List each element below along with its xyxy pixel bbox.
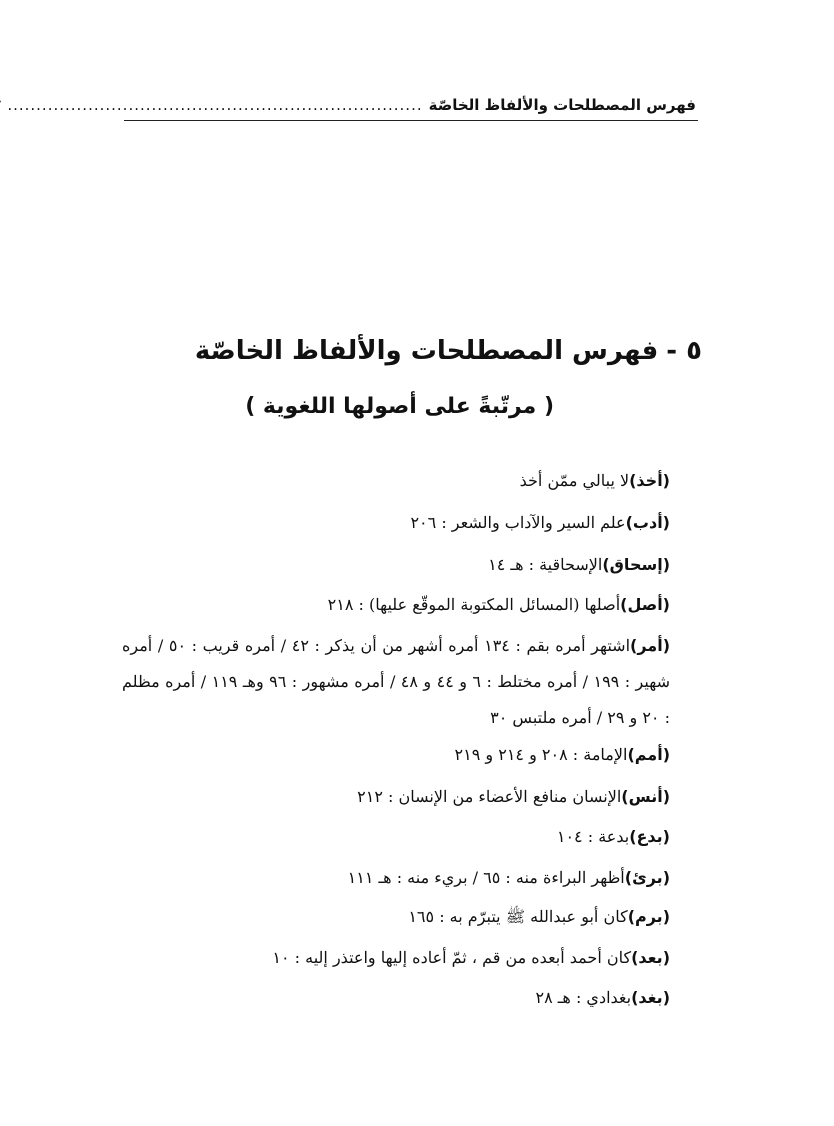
index-entry bbox=[160, 948, 670, 968]
index-entry bbox=[160, 745, 670, 765]
entry-key: (أنس) bbox=[621, 787, 670, 806]
entry-text: اشتهر أمره بقم : ١٣٤ أمره أشهر من أن يذكر : ٤٢ / أمره قريب : ٥٠ / أمره شهير : ١٩٩ / أمره مختلط : ٦ و ٤٤ و ٤٨ / أمره مشهور : ٩٦ وهـ ١١٩ / أمره مظلم : ٢٠ و ٢٩ / أمره ملتبس ٣٠ bbox=[122, 636, 670, 727]
index-entry bbox=[160, 827, 670, 847]
index-entry bbox=[160, 868, 670, 888]
entry-text: الإنسان منافع الأعضاء من الإنسان : ٢١٢ bbox=[357, 787, 622, 806]
index-entry bbox=[160, 555, 670, 575]
entry-key: (برم) bbox=[627, 907, 670, 926]
entry-text: الإسحاقية : هـ ١٤ bbox=[488, 555, 603, 574]
index-entry bbox=[122, 628, 670, 736]
entry-text: بدعة : ١٠٤ bbox=[556, 827, 630, 846]
entry-text: علم السير والآداب والشعر : ٢٠٦ bbox=[410, 513, 626, 532]
entry-key: (بعد) bbox=[631, 948, 670, 967]
index-entry bbox=[160, 471, 670, 491]
index-entry bbox=[160, 787, 670, 807]
entry-text: كان أبو عبدالله ﷺ يتبرّم به : ١٦٥ bbox=[408, 907, 628, 926]
entry-text: لا يبالي ممّن أخذ bbox=[519, 471, 630, 490]
entry-key: (بدع) bbox=[629, 827, 670, 846]
index-entry bbox=[160, 988, 670, 1008]
entry-key: (أمم) bbox=[627, 745, 670, 764]
entry-text: بغدادي : هـ ٢٨ bbox=[535, 988, 632, 1007]
header-title: فهرس المصطلحات والألفاظ الخاصّة bbox=[428, 96, 696, 114]
index-entry bbox=[160, 513, 670, 533]
entry-text: كان أحمد أبعده من قم ، ثمّ أعاده إليها واعتذر إليه : ١٠ bbox=[272, 948, 632, 967]
entry-key: (أمر) bbox=[630, 636, 670, 655]
section-title-text: فهرس المصطلحات والألفاظ الخاصّة bbox=[194, 336, 659, 366]
section-number: ٥ - bbox=[666, 336, 702, 366]
entry-text: الإمامة : ٢٠٨ و ٢١٤ و ٢١٩ bbox=[454, 745, 628, 764]
entry-key: (برئ) bbox=[624, 868, 670, 887]
index-entry bbox=[160, 907, 670, 927]
entry-text: أظهر البراءة منه : ٦٥ / بريء منه : هـ ١١١ bbox=[347, 868, 625, 887]
section-subtitle: ( مرتّبةً على أصولها اللغوية ) bbox=[245, 394, 554, 419]
entry-key: (أدب) bbox=[625, 513, 670, 532]
header-leader-dots: ........................................................................ bbox=[7, 96, 423, 114]
entry-key: (أخذ) bbox=[629, 471, 670, 490]
entry-text: أصلها (المسائل المكتوبة الموقّع عليها) : ٢١٨ bbox=[327, 595, 621, 614]
entry-key: (أصل) bbox=[620, 595, 670, 614]
entry-key: (بغد) bbox=[631, 988, 670, 1007]
entry-key: (إسحاق) bbox=[602, 555, 670, 574]
index-entry bbox=[160, 595, 670, 615]
